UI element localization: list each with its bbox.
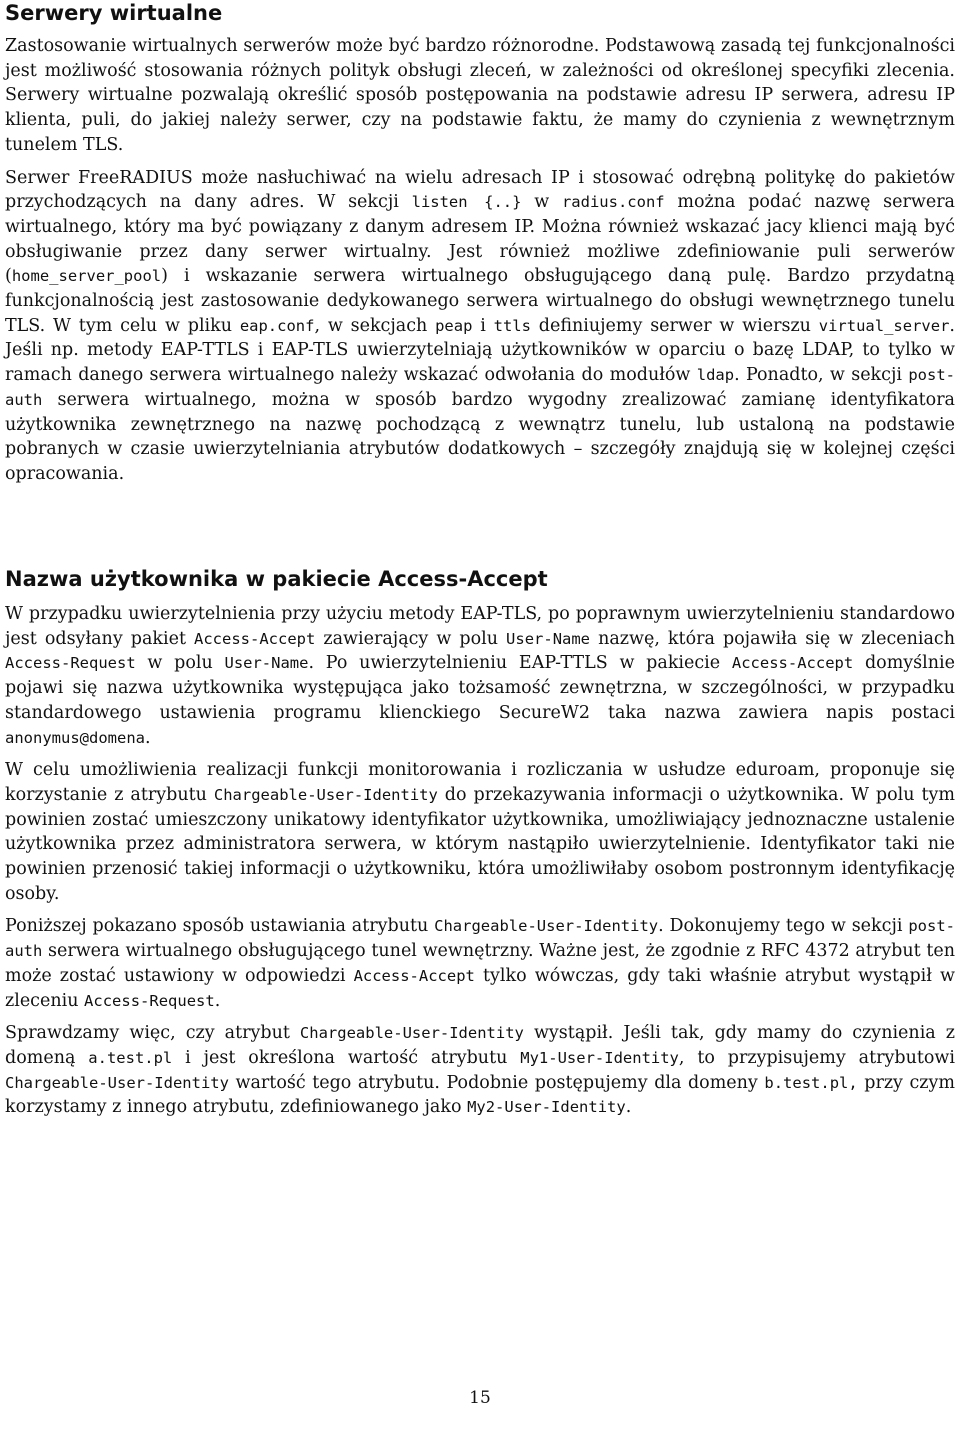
- code-domain-b: b.test.pl,: [764, 1073, 858, 1092]
- code-domain-a: a.test.pl: [88, 1048, 173, 1067]
- text-run: Sprawdzamy więc, czy atrybut: [5, 1023, 300, 1044]
- text-run: można podać nazwę serwera wirtualnego, który ma być powiązany z danym adresem IP. Można również wskazać jacy klienci mają być obsługiwanie przez dany serwer wirtualny. Jest również możliwe zdefiniowanie puli serwerów (: [5, 192, 955, 287]
- text-run: domyślnie pojawi się nazwa użytkownika występująca jako tożsamość zewnętrzna, w szczególności, w przypadku standardowego ustawienia programu klienckiego SecureW2 taka nazwa zawiera napis postaci: [5, 653, 955, 723]
- code-access-accept: Access-Accept: [731, 654, 854, 673]
- section-title-virtual-servers: Serwery wirtualne: [5, 1, 223, 25]
- text-run: serwera wirtualnego obsługującego tunel wewnętrzny. Ważne jest, że zgodnie z RFC 4372 atrybut ten może zostać ustawiony w odpowiedzi: [5, 941, 955, 986]
- code-radius-conf: radius.conf: [561, 193, 665, 212]
- code-peap: peap: [435, 316, 473, 335]
- code-access-accept: Access-Accept: [353, 966, 475, 985]
- text-run: Poniższej pokazano sposób ustawiania atrybutu: [5, 916, 435, 937]
- code-post-auth: post-auth: [5, 917, 955, 961]
- code-chargeable-user-identity: Chargeable-User-Identity: [5, 1073, 229, 1092]
- section-title-access-accept: Nazwa użytkownika w pakiecie Access-Accept: [5, 567, 548, 591]
- section-access-accept-body: [5, 602, 955, 1120]
- page-number: 15: [469, 1388, 491, 1408]
- text-run: Serwer FreeRADIUS może nasłuchiwać na wielu adresach IP i stosować odrębną politykę do pakietów przychodzących na dany adres. W sekcji: [5, 167, 955, 213]
- code-ttls: ttls: [493, 316, 531, 335]
- text-run: i jest określona wartość atrybutu: [172, 1047, 521, 1068]
- code-chargeable-user-identity: Chargeable-User-Identity: [434, 917, 659, 936]
- code-anonymus-domain: anonymus@domena: [5, 728, 145, 747]
- text-run: w polu: [135, 653, 225, 674]
- code-user-name: User-Name: [506, 629, 591, 648]
- paragraph: [5, 166, 955, 487]
- text-run: . Dokonujemy tego w sekcji: [658, 916, 909, 937]
- paragraph: [5, 602, 955, 750]
- code-access-accept: Access-Accept: [194, 629, 316, 648]
- paragraph: [5, 1021, 955, 1120]
- text-run: wystąpił. Jeśli tak, gdy mamy do czynienia z domeną: [5, 1023, 955, 1068]
- text-run: wartość tego atrybutu. Podobnie postępujemy dla domeny: [228, 1072, 765, 1093]
- text-run: ) i wskazanie serwera wirtualnego obsługującego daną pulę. Bardzo przydatną funkcjonalnością jest zastosowanie dedykowanego serwera wirtualnego do obsługi wewnętrznego tunelu TLS. W tym celu w pliku: [5, 266, 955, 336]
- text-run: . Jeśli np. metody EAP-TTLS i EAP-TLS uwierzytelniają użytkowników w oparciu o bazę LDAP, to tylko w ramach danego serwera wirtualnego należy wskazać odwołania do modułów: [5, 315, 955, 386]
- code-eap-conf: eap.conf: [239, 316, 315, 335]
- text-run: , w sekcjach: [314, 315, 436, 336]
- text-run: serwera wirtualnego, można w sposób bardzo wygodny zrealizować zamianę identyfikatora użytkownika zewnętrznego na nazwę pochodzącą z wewnątrz tunelu, lub ustaloną na podstawie pobranych w czasie uwierzytelniania atrybutów dodatkowych – szczegóły znajdują się w kolejnej części opracowania.: [5, 389, 955, 484]
- text-run: , to przypisujemy atrybutowi: [678, 1047, 955, 1068]
- code-ldap: ldap: [696, 366, 735, 385]
- code-virtual-server: virtual_server: [818, 316, 950, 335]
- text-run: tylko wówczas, gdy taki właśnie atrybut wystąpił w zleceniu: [5, 965, 955, 1011]
- text-run: i: [472, 315, 494, 336]
- code-my2-user-identity: My2-User-Identity: [467, 1098, 626, 1117]
- code-home-server-pool: home_server_pool: [11, 267, 162, 286]
- text-run: .: [625, 1097, 632, 1118]
- code-my1-user-identity: My1-User-Identity: [520, 1048, 679, 1067]
- code-access-request: Access-Request: [5, 654, 136, 673]
- code-user-name: User-Name: [224, 654, 309, 673]
- text-run: przy czym korzystamy z innego atrybutu, zdefiniowanego jako: [5, 1072, 955, 1118]
- code-post-auth: post-auth: [5, 366, 955, 409]
- text-run: . Ponadto, w sekcji: [734, 365, 909, 386]
- text-run: W celu umożliwienia realizacji funkcji monitorowania i rozliczania w usłudze eduroam, proponuje się korzystanie z atrybutu: [5, 760, 955, 805]
- text-run: do przekazywania informacji o użytkownika. W polu tym powinien zostać umieszczony unikatowy identyfikator użytkownika, umożliwiający jednoznaczne ustalenie użytkownika przez administratora serwera, w którym nastąpiło uwierzytelnienie. Identyfikator taki nie powinien przenosić takiej informacji o użytkowniku, która umożliwiłaby osobom postronnym identyfikację osoby.: [5, 784, 955, 904]
- text-run: w: [521, 192, 562, 213]
- code-listen: listen {..}: [411, 193, 522, 212]
- code-chargeable-user-identity: Chargeable-User-Identity: [299, 1024, 524, 1043]
- paragraph: Zastosowanie wirtualnych serwerów może być bardzo różnorodne. Podstawową zasadą tej funkcjonalności jest możliwość stosowania różnych polityk obsługi zleceń, w zależności od określonej specyfiki zlecenia. Serwery wirtualne pozwalają określić sposób postępowania na podstawie adresu IP serwera, adresu IP klienta, puli, do jakiej należy serwer, czy na podstawie faktu, że mamy do czynienia z wewnętrznym tunelem TLS.: [5, 36, 955, 155]
- text-run: . Po uwierzytelnieniu EAP-TTLS w pakiecie: [308, 653, 732, 674]
- text-run: definiujemy serwer w wierszu: [530, 315, 819, 336]
- section-virtual-servers-body: [5, 34, 955, 487]
- text-run: .: [214, 990, 221, 1011]
- text-run: .: [144, 727, 151, 748]
- text-run: zawierający w polu: [315, 628, 507, 649]
- paragraph: [5, 914, 955, 1013]
- text-run: W przypadku uwierzytelnienia przy użyciu metody EAP-TLS, po poprawnym uwierzytelnieniu standardowo jest odsyłany pakiet: [5, 604, 955, 649]
- paragraph: [5, 758, 955, 906]
- code-chargeable-user-identity: Chargeable-User-Identity: [213, 785, 438, 804]
- code-access-request: Access-Request: [84, 991, 215, 1010]
- text-run: nazwę, która pojawiła się w zleceniach: [590, 628, 955, 649]
